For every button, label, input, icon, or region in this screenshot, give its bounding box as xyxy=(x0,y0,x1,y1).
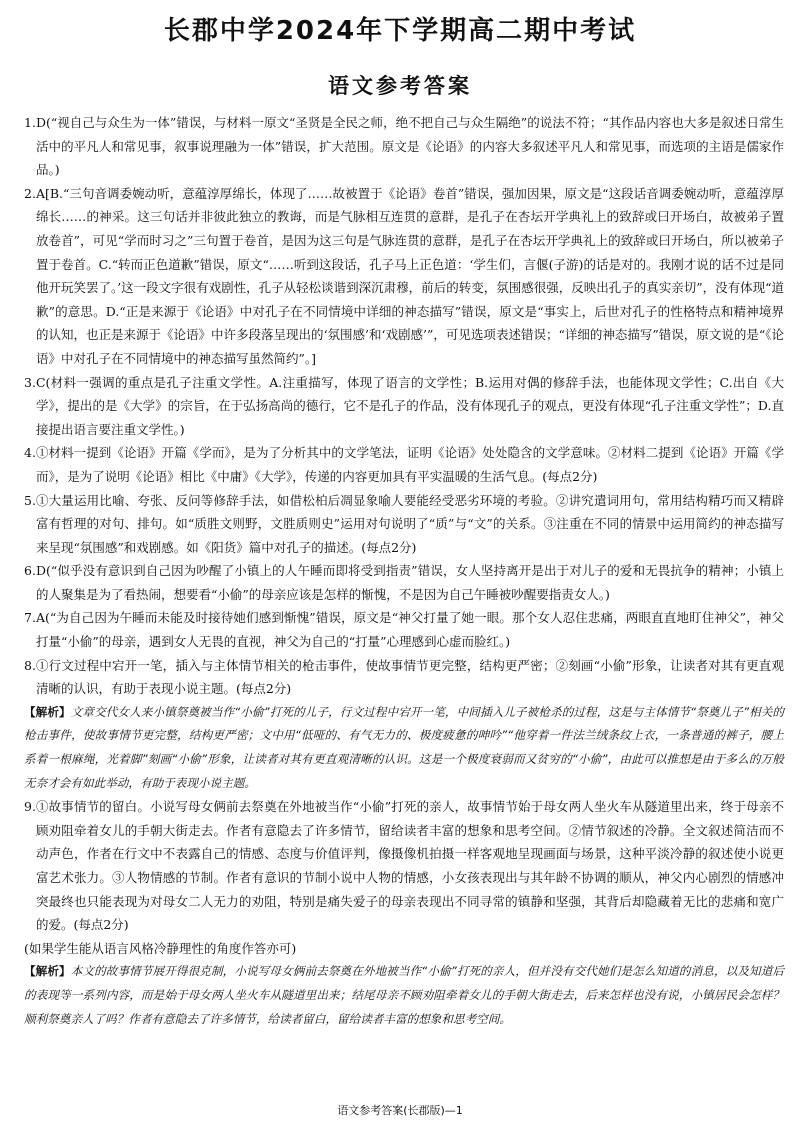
answer-item-7 xyxy=(24,606,784,653)
answers-body xyxy=(24,111,784,1031)
question-number: 9. xyxy=(24,799,36,815)
answer-text: ①故事情节的留白。小说写母女俩前去祭奠在外地被当作“小偷”打死的亲人，故事情节始于母女两人坐火车从隧道里出来，终于母亲不顾劝阻牵着女儿的手朝大街走去。作者有意隐去了许多情节，留给读者丰富的想象和思考空间。②情节叙述的冷静。全文叙述简洁而不动声色，作者在行文中不表露自己的情感、态度与价值评判，像摄像机拍摄一样客观地呈现画面与场景，这种平淡冷静的叙述使小说更富艺术张力。③人物情感的节制。作者有意识的节制小说中人物的情感，小女孩表现出与其年龄不协调的顺从，神父内心剧烈的情感冲突最终也只能表现为对母女二人无力的劝阻，特别是痛失爱子的母亲表现出不同寻常的镇静和坚强，其背后却隐藏着无比的悲痛和宽广的爱。(每点2分) xyxy=(35,799,784,933)
answer-key-heading: 语文参考答案 xyxy=(328,74,472,98)
analysis-8 xyxy=(24,701,784,795)
exam-title: 长郡中学2024年下学期高二期中考试 xyxy=(163,16,637,46)
answer-item-6 xyxy=(24,559,784,606)
question-number: 4. xyxy=(24,445,36,461)
analysis-tag: 【解析】 xyxy=(24,964,71,979)
answer-text: C(材料一强调的重点是孔子注重文学性。A.注重描写，体现了语言的文学性；B.运用对偶的修辞手法，也能体现文学性；C.出自《大学》，提出的是《大学》的宗旨，在于弘扬高尚的德行，它不是孔子的作品，没有体现孔子的观点，更没有体现“孔子注重文学性”；D.直接提出语言要注重文学性。) xyxy=(35,374,784,437)
question-number: 8. xyxy=(24,657,36,673)
answer-item-5 xyxy=(24,489,784,560)
question-number: 1. xyxy=(24,115,36,130)
analysis-tag: 【解析】 xyxy=(24,704,71,719)
answer-item-2 xyxy=(24,182,784,371)
answer-text: ①行文过程中宕开一笔，插入与主体情节相关的枪击事件，使故事情节更完整，结构更严密；②刻画“小偷”形象，让读者对其有更直观清晰的认识，有助于表现小说主题。(每点2分) xyxy=(35,657,784,697)
page-footer: 语文参考答案(长郡版)—1 xyxy=(337,1104,463,1117)
question-number: 7. xyxy=(24,610,36,626)
analysis-9 xyxy=(24,960,784,1031)
analysis-text: 文章交代女人来小镇祭奠被当作“小偷”打死的儿子，行文过程中宕开一笔，中间插入儿子被枪杀的过程，这是与主体情节“祭奠儿子”相关的枪击事件，使故事情节更完整，结构更严密；文中用“低哑的、有气无力的、极度疲惫的呻吟”“他穿着一件法兰绒条纹上衣，一条普通的裤子，腰上系着一根麻绳，光着脚”刻画“小偷”形象，让读者对其有更直观清晰的认识。这是一个极度衰弱而又贫穷的“小偷”，由此可以推想是由于多么的万般无奈才会有如此举动，有助于表现小说主题。 xyxy=(24,704,784,790)
answer-item-8 xyxy=(24,654,784,701)
answer-text: A(“为自己因为午睡而未能及时接待她们感到惭愧”错误，原文是“神父打量了她一眼。那个女人忍住悲痛，两眼直直地盯住神父”，神父打量“小偷”的母亲，遇到女人无畏的直视，神父为自己的“打量”心理感到心虚而脸红。) xyxy=(35,610,784,650)
answer-item-1 xyxy=(24,111,784,182)
analysis-text: 本文的故事情节展开得很克制，小说写母女俩前去祭奠在外地被当作“小偷”打死的亲人，但并没有交代她们是怎么知道的消息，以及知道后的表现等一系列内容，而是始于母女两人坐火车从隧道里出来；结尾母亲不顾劝阻牵着女儿的手朝大街走去，后来怎样也没有说，小镇居民会怎样？顺利祭奠亲人了吗？作者有意隐去了许多情节，给读者留白，留给读者丰富的想象和思考空间。 xyxy=(24,964,784,1026)
answer-note: (如果学生能从语言风格冷静理性的角度作答亦可) xyxy=(24,940,297,956)
answer-text: A[B.“三句音调委婉动听，意蕴淳厚绵长，体现了……故被置于《论语》卷首”错误，强加因果，原文是“这段话音调委婉动听，意蕴淳厚绵长……的神采。这三句话并非彼此独立的教诲，而是气脉相互连贯的意群，是孔子在杏坛开学典礼上的致辞或曰开场白，故被弟子置放卷首”，可见“学而时习之”三句置于卷首，是因为这三句是气脉连贯的意群，是孔子在杏坛开学典礼上的致辞或曰开场白，所以被弟子置于卷首。C.“转而正色道歉”错误，原文“……听到这段话，孔子马上正色道：‘学生们，言偃(子游)的话是对的。我刚才说的话不过是同他开玩笑罢了。’这一段文字很有戏剧性，孔子从轻松谈谐到深沉肃穆，前后的转变，氛围感很强，反映出孔子的真实亲切”，没有体现“道歉”的意思。D.“正是来源于《论语》中对孔子在不同情境中详细的神态描写”错误，原文是“事实上，后世对孔子的性格特点和精神境界的认知，也正是来源于《论语》中许多段落呈现出的‘氛围感’和‘戏剧感’”，可见选项表述错误；“详细的神态描写”错误，原文说的是“《论语》中对孔子在不同情境中的神态描写虽然简约”。] xyxy=(35,185,784,366)
question-number: 2. xyxy=(24,185,36,201)
answer-item-9 xyxy=(24,795,784,937)
question-number: 5. xyxy=(24,492,36,508)
answer-text: D(“视自己与众生为一体”错误，与材料一原文“圣贤是全民之师，绝不把自己与众生隔绝”的说法不符；“其作品内容也大多是叙述日常生活中的平凡人和常见事，叙事说理融为一体”错误，扩大范围。原文是《论语》的内容大多叙述平凡人和常见事，而选项的主语是儒家作品。) xyxy=(35,115,784,178)
answer-text: ①材料一提到《论语》开篇《学而》，是为了分析其中的文学笔法，证明《论语》处处隐含的文学意味。②材料二提到《论语》开篇《学而》，是为了说明《论语》相比《中庸》《大学》，传递的内容更加具有平实温暖的生活气息。(每点2分) xyxy=(35,445,784,484)
question-number: 6. xyxy=(24,563,36,579)
answer-item-3 xyxy=(24,371,784,442)
answer-text: D(“似乎没有意识到自己因为吵醒了小镇上的人午睡而即将受到指责”错误，女人坚持离开是出于对儿子的爱和无畏抗争的精神；小镇上的人聚集是为了看热闹，想要看“小偷”的母亲应该是怎样的惭愧，不是因为自己午睡被吵醒要指责女人。) xyxy=(35,563,784,602)
question-number: 3. xyxy=(24,374,36,390)
answer-item-4 xyxy=(24,441,784,488)
answer-text: ①大量运用比喻、夸张、反问等修辞手法，如借松柏后凋显象喻人要能经受恶劣环境的考验。②讲究遣词用句，常用结构精巧而又精辟富有哲理的对句、排句。如“质胜文则野，文胜质则史”运用对句说明了“质”与“文”的关系。③注重在不同的情景中运用简约的神态描写来呈现“氛围感”和戏剧感。如《阳货》篇中对孔子的描述。(每点2分) xyxy=(35,492,784,555)
